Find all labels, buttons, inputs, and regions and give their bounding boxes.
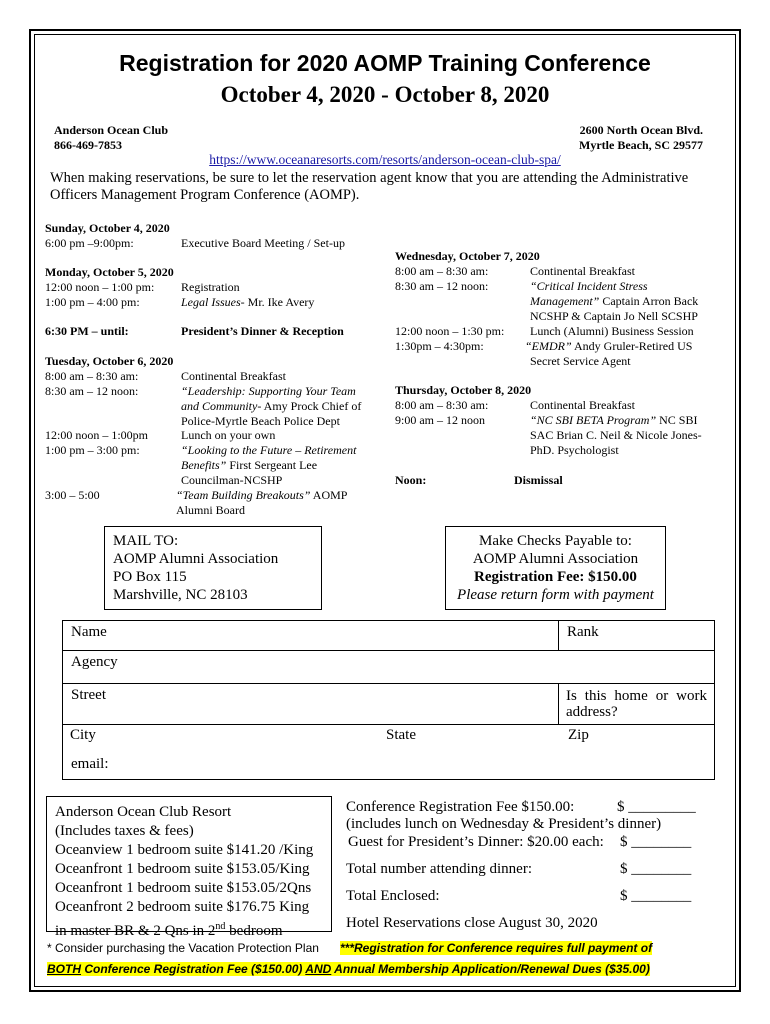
total-enclosed-label: Total Enclosed: xyxy=(346,888,440,904)
full-payment-note: ***Registration for Conference requires full payment of xyxy=(340,941,653,955)
thursday-time-2: 9:00 am – 12 noon xyxy=(395,413,485,427)
wednesday-event-4-line2: Secret Service Agent xyxy=(530,354,631,368)
conference-fee-blank[interactable]: $ _________ xyxy=(617,799,696,815)
address-type-label: Is this home or work address? xyxy=(566,688,707,720)
tuesday-event-4-line3: Councilman-NCSHP xyxy=(181,473,283,487)
hotel-detail-suffix: bedroom xyxy=(225,923,283,939)
email-field[interactable] xyxy=(62,753,715,780)
wednesday-event-4-speaker: Andy Gruler-Retired US xyxy=(571,339,693,353)
tuesday-event-5-line2: Alumni Board xyxy=(176,503,245,517)
thursday-event-3: Dismissal xyxy=(514,473,563,487)
thursday-event-2-line2: SAC Brian C. Neil & Nicole Jones- xyxy=(530,428,702,442)
tuesday-event-2-line3: Police-Myrtle Beach Police Dept xyxy=(181,414,340,428)
thursday-event-2-line1 xyxy=(530,413,697,428)
checks-payable-heading: Make Checks Payable to: xyxy=(479,533,632,549)
wednesday-event-2-speaker: Captain Arron Back xyxy=(599,294,699,308)
tuesday-event-5-host: AOMP xyxy=(310,488,348,502)
wednesday-time-1: 8:00 am – 8:30 am: xyxy=(395,264,489,278)
email-label: email: xyxy=(71,756,109,772)
wednesday-time-4: 1:30pm – 4:30pm: xyxy=(395,339,484,353)
wednesday-event-4-line1 xyxy=(525,339,692,354)
tuesday-time-4: 1:00 pm – 3:00 pm: xyxy=(45,443,140,457)
monday-time-1: 12:00 noon – 1:00 pm: xyxy=(45,280,155,294)
tuesday-event-2-line1: “Leadership: Supporting Your Team xyxy=(181,384,356,398)
tuesday-event-2-title-end: and Community xyxy=(181,399,258,413)
wednesday-event-4-title: “EMDR” xyxy=(525,339,572,353)
state-label[interactable]: State xyxy=(386,727,416,743)
thursday-event-2-line3: PhD. Psychologist xyxy=(530,443,619,457)
checks-payable-organization: AOMP Alumni Association xyxy=(472,551,639,567)
name-field[interactable] xyxy=(62,620,559,651)
monday-heading: Monday, October 5, 2020 xyxy=(45,265,174,279)
tuesday-event-5-title: “Team Building Breakouts” xyxy=(176,488,311,502)
monday-event-3: President’s Dinner & Reception xyxy=(181,324,344,338)
thursday-event-1: Continental Breakfast xyxy=(530,398,635,412)
conference-fee-requirement: Conference Registration Fee ($150.00) xyxy=(81,962,306,976)
membership-dues-requirement: Annual Membership Application/Renewal Dues ($35.00) xyxy=(331,962,650,976)
address-type-field[interactable] xyxy=(558,683,715,725)
hotel-rate-oceanfront-2br: Oceanfront 2 bedroom suite $176.75 King xyxy=(55,899,310,915)
hotel-name: Anderson Ocean Club Resort xyxy=(55,804,232,820)
tuesday-time-2: 8:30 am – 12 noon: xyxy=(45,384,139,398)
tuesday-event-5-line1 xyxy=(176,488,347,503)
return-form-note: Please return form with payment xyxy=(457,587,654,603)
both-text: BOTH xyxy=(47,962,81,976)
attending-dinner-label: Total number attending dinner: xyxy=(346,861,532,877)
and-text: AND xyxy=(305,962,332,976)
hotel-rate-oceanview-1br: Oceanview 1 bedroom suite $141.20 /King xyxy=(55,842,314,858)
registration-fee: Registration Fee: $150.00 xyxy=(474,569,637,585)
conference-dates: October 4, 2020 - October 8, 2020 xyxy=(220,82,550,107)
wednesday-event-2-line3: NCSHP & Captain Jo Nell SCSHP xyxy=(530,309,698,323)
payment-requirement-line xyxy=(47,962,650,976)
sunday-time-1: 6:00 pm –9:00pm: xyxy=(45,236,134,250)
mail-to-heading: MAIL TO: xyxy=(113,533,179,549)
thursday-heading: Thursday, October 8, 2020 xyxy=(395,383,532,397)
mail-to-po-box: PO Box 115 xyxy=(113,569,187,585)
monday-event-2-speaker: - Mr. Ike Avery xyxy=(240,295,315,309)
monday-event-1: Registration xyxy=(181,280,240,294)
hotel-rate-oceanfront-2br-detail xyxy=(55,917,323,941)
tuesday-time-5: 3:00 – 5:00 xyxy=(45,488,100,502)
sunday-event-1: Executive Board Meeting / Set-up xyxy=(181,236,345,250)
thursday-event-2-agency: NC SBI xyxy=(656,413,698,427)
tuesday-event-1: Continental Breakfast xyxy=(181,369,286,383)
venue-name: Anderson Ocean Club xyxy=(54,123,169,137)
hotel-close-date: Hotel Reservations close August 30, 2020 xyxy=(346,915,598,931)
conference-fee-note: (includes lunch on Wednesday & President’s dinner) xyxy=(346,816,662,832)
reservation-note-line1: When making reservations, be sure to let the reservation agent know that you are attending the Administrative xyxy=(50,170,689,186)
venue-address-line1: 2600 North Ocean Blvd. xyxy=(579,123,703,137)
hotel-rate-oceanfront-1br-2qns: Oceanfront 1 bedroom suite $153.05/2Qns xyxy=(55,880,312,896)
hotel-detail-superscript: nd xyxy=(215,921,226,932)
tuesday-event-4-speaker: First Sergeant Lee xyxy=(226,458,318,472)
monday-event-2-title: Legal Issues xyxy=(181,295,241,309)
guest-dinner-label: Guest for President’s Dinner: $20.00 each: xyxy=(348,834,604,850)
tuesday-event-3: Lunch on your own xyxy=(181,428,276,442)
thursday-event-2-title: “NC SBI BETA Program” xyxy=(530,413,657,427)
tuesday-heading: Tuesday, October 6, 2020 xyxy=(45,354,174,368)
mail-to-organization: AOMP Alumni Association xyxy=(113,551,279,567)
sunday-heading: Sunday, October 4, 2020 xyxy=(45,221,170,235)
street-label: Street xyxy=(71,687,106,703)
mail-to-city: Marshville, NC 28103 xyxy=(113,587,248,603)
hotel-rates-box xyxy=(46,796,332,939)
city-label[interactable]: City xyxy=(70,727,96,743)
tuesday-event-4-line1: “Looking to the Future – Retirement xyxy=(181,443,357,457)
protection-plan-note: * Consider purchasing the Vacation Protection Plan xyxy=(47,941,319,955)
wednesday-time-3: 12:00 noon – 1:30 pm: xyxy=(395,324,505,338)
monday-event-2 xyxy=(181,295,314,310)
hotel-rate-oceanfront-1br-king: Oceanfront 1 bedroom suite $153.05/King xyxy=(55,861,310,877)
wednesday-time-2: 8:30 am – 12 noon: xyxy=(395,279,489,293)
name-label: Name xyxy=(71,624,107,640)
tuesday-time-3: 12:00 noon – 1:00pm xyxy=(45,428,149,442)
tuesday-event-2-speaker: - Amy Prock Chief of xyxy=(257,399,362,413)
agency-field[interactable] xyxy=(62,650,715,684)
rank-field[interactable] xyxy=(558,620,715,651)
tuesday-event-2-line2 xyxy=(181,399,361,414)
thursday-time-3: Noon: xyxy=(395,473,427,487)
total-enclosed-blank[interactable]: $ ________ xyxy=(620,888,692,904)
wednesday-event-2-title-end: Management” xyxy=(530,294,600,308)
venue-address-line2: Myrtle Beach, SC 29577 xyxy=(579,138,703,152)
hotel-taxes-note: (Includes taxes & fees) xyxy=(55,823,194,839)
wednesday-heading: Wednesday, October 7, 2020 xyxy=(395,249,540,263)
monday-time-2: 1:00 pm – 4:00 pm: xyxy=(45,295,140,309)
tuesday-event-4-title-end: Benefits” xyxy=(181,458,227,472)
conference-fee-label: Conference Registration Fee $150.00: xyxy=(346,799,575,815)
wednesday-event-1: Continental Breakfast xyxy=(530,264,635,278)
tuesday-time-1: 8:00 am – 8:30 am: xyxy=(45,369,139,383)
street-field[interactable] xyxy=(62,683,559,725)
rank-label: Rank xyxy=(567,624,599,640)
thursday-time-1: 8:00 am – 8:30 am: xyxy=(395,398,489,412)
wednesday-event-3: Lunch (Alumni) Business Session xyxy=(530,324,694,338)
venue-phone: 866-469-7853 xyxy=(54,138,122,152)
tuesday-event-4-line2 xyxy=(181,458,317,473)
zip-label[interactable]: Zip xyxy=(568,727,589,743)
wednesday-event-2-line2 xyxy=(530,294,698,309)
wednesday-event-2-line1: “Critical Incident Stress xyxy=(530,279,648,293)
venue-website-link[interactable]: https://www.oceanaresorts.com/resorts/anderson-ocean-club-spa/ xyxy=(209,152,561,167)
monday-time-3: 6:30 PM – until: xyxy=(45,324,129,338)
agency-label: Agency xyxy=(71,654,118,670)
hotel-detail-text: in master BR & 2 Qns in 2 xyxy=(55,923,216,939)
mail-to-box xyxy=(104,526,322,610)
attending-dinner-blank[interactable]: $ ________ xyxy=(620,861,692,877)
guest-dinner-blank[interactable]: $ ________ xyxy=(620,834,692,850)
checks-payable-box xyxy=(445,526,666,610)
reservation-note-line2: Officers Management Program Conference (AOMP). xyxy=(50,187,360,203)
page-title: Registration for 2020 AOMP Training Conference xyxy=(119,50,651,76)
